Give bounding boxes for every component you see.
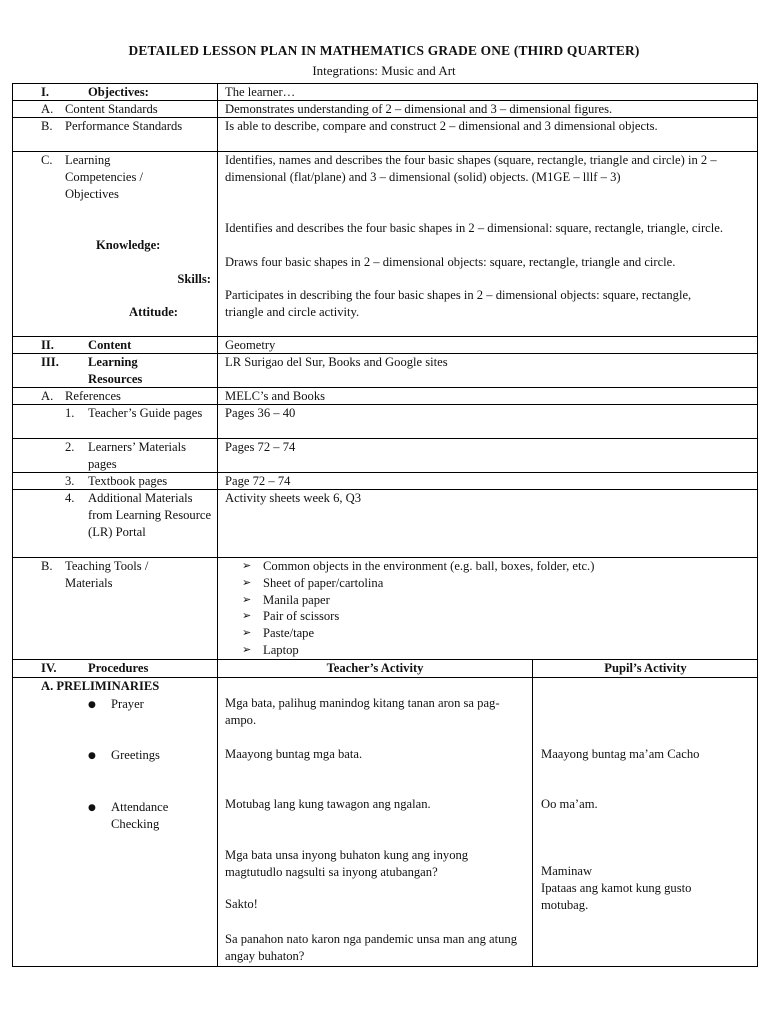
document-title: DETAILED LESSON PLAN IN MATHEMATICS GRADE ONE (THIRD QUARTER) <box>128 43 640 58</box>
resource-item-label: Learners’ Materials pages <box>88 440 187 471</box>
greetings-pupil-text: Maayong buntag ma’am Cacho <box>541 747 700 761</box>
resource-item-label: Teacher’s Guide pages <box>88 406 203 420</box>
resource-item-number: 2. <box>65 440 75 454</box>
tools-item: Paste/tape <box>263 626 315 641</box>
resources-number: III. <box>41 355 59 369</box>
pupil-activity-header: Pupil’s Activity <box>604 661 687 675</box>
resource-item-label: Textbook pages <box>88 474 168 488</box>
content-standards-value: Demonstrates understanding of 2 – dimensional and 3 – dimensional figures. <box>225 102 613 116</box>
performance-standards-label: Performance Standards <box>65 119 183 133</box>
round-bullet-icon: ● <box>88 751 96 761</box>
content-standards-number: A. <box>41 102 54 116</box>
resource-item-value: Pages 72 – 74 <box>225 440 296 454</box>
list-item <box>240 642 594 659</box>
competencies-value: Identifies, names and describes the four basic shapes (square, rectangle, triangle and circle) in 2 – dimensional (flat/plane) and 3 – dimensional (solid) objects. (M1GE – lllf – 3) <box>225 153 717 184</box>
content-value: Geometry <box>225 338 276 352</box>
arrow-bullet-icon: ➢ <box>242 642 252 656</box>
performance-standards-number: B. <box>41 119 53 133</box>
objectives-number: I. <box>41 85 50 99</box>
pupil-answer-text: Ipataas ang kamot kung gusto motubag. <box>541 881 692 912</box>
tools-item: Pair of scissors <box>263 609 340 624</box>
teacher-activity-header: Teacher’s Activity <box>326 661 424 675</box>
attendance-teacher-text: Motubag lang kung tawagon ang ngalan. <box>225 797 431 811</box>
procedures-number: IV. <box>41 661 57 675</box>
attendance-pupil-text: Oo ma’am. <box>541 797 598 811</box>
teacher-pandemic-text: Sa panahon nato karon nga pandemic unsa man ang atung angay buhaton? <box>225 932 518 963</box>
content-label: Content <box>88 338 132 352</box>
teacher-affirmation-text: Sakto! <box>225 897 258 911</box>
tools-number: B. <box>41 559 53 573</box>
resource-item-label: Additional Materials from Learning Resource (LR) Portal <box>88 491 212 539</box>
pupil-answer-text: Maminaw <box>541 864 593 878</box>
resources-value: LR Surigao del Sur, Books and Google sites <box>225 355 448 369</box>
knowledge-value: Identifies and describes the four basic shapes in 2 – dimensional: square, rectangle, triangle, circle. <box>225 221 723 235</box>
tools-item: Manila paper <box>263 592 330 607</box>
references-label: References <box>65 389 121 403</box>
greetings-label: Greetings <box>111 748 160 762</box>
competencies-number: C. <box>41 153 53 167</box>
attendance-label: Attendance Checking <box>111 800 169 831</box>
knowledge-label: Knowledge: <box>96 238 161 252</box>
list-item <box>240 608 594 625</box>
procedures-label: Procedures <box>88 661 149 675</box>
preliminaries-heading: A. PRELIMINARIES <box>41 679 160 693</box>
arrow-bullet-icon: ➢ <box>242 592 252 606</box>
skills-value: Draws four basic shapes in 2 – dimensional objects: square, rectangle, triangle and circle. <box>225 255 676 269</box>
arrow-bullet-icon: ➢ <box>242 575 252 589</box>
arrow-bullet-icon: ➢ <box>242 559 252 572</box>
resource-item-value: Page 72 – 74 <box>225 474 291 488</box>
resources-label: Learning Resources <box>88 355 143 386</box>
performance-standards-value: Is able to describe, compare and construct 2 – dimensional and 3 dimensional objects. <box>225 119 658 133</box>
document-subtitle: Integrations: Music and Art <box>312 63 456 78</box>
objectives-label: Objectives: <box>88 85 149 99</box>
resource-item-number: 1. <box>65 406 75 420</box>
resource-item-value: Pages 36 – 40 <box>225 406 296 420</box>
arrow-bullet-icon: ➢ <box>242 609 252 623</box>
attitude-label: Attitude: <box>129 305 178 319</box>
tools-item: Sheet of paper/cartolina <box>263 575 384 590</box>
references-value: MELC’s and Books <box>225 389 326 403</box>
competencies-label: Learning Competencies / Objectives <box>65 153 143 201</box>
arrow-bullet-icon: ➢ <box>242 626 252 640</box>
teacher-question-text: Mga bata unsa inyong buhaton kung ang inyong magtutudlo nagsulti sa inyong atubangan? <box>225 848 469 879</box>
tools-list <box>240 558 594 659</box>
tools-label: Teaching Tools / Materials <box>65 559 149 590</box>
list-item <box>240 575 594 592</box>
greetings-teacher-text: Maayong buntag mga bata. <box>225 747 363 761</box>
round-bullet-icon: ● <box>88 803 96 813</box>
content-standards-label: Content Standards <box>65 102 158 116</box>
round-bullet-icon: ● <box>88 700 96 710</box>
references-number: A. <box>41 389 54 403</box>
tools-item: Laptop <box>263 642 299 657</box>
objectives-value: The learner… <box>225 85 296 99</box>
attitude-value: Participates in describing the four basic shapes in 2 – dimensional objects: square, rectangle, triangle and circle activity. <box>225 288 692 319</box>
list-item <box>240 592 594 609</box>
list-item <box>240 558 594 575</box>
table-column-divider <box>217 83 218 967</box>
list-item <box>240 625 594 642</box>
table-column-divider <box>532 659 533 967</box>
resource-item-value: Activity sheets week 6, Q3 <box>225 491 362 505</box>
tools-item: Common objects in the environment (e.g. ball, boxes, folder, etc.) <box>263 559 595 573</box>
prayer-label: Prayer <box>111 697 144 711</box>
content-number: II. <box>41 338 54 352</box>
resource-item-number: 3. <box>65 474 75 488</box>
resource-item-number: 4. <box>65 491 75 505</box>
prayer-teacher-text: Mga bata, palihug manindog kitang tanan aron sa pag-ampo. <box>225 696 500 727</box>
skills-label: Skills: <box>177 272 211 286</box>
